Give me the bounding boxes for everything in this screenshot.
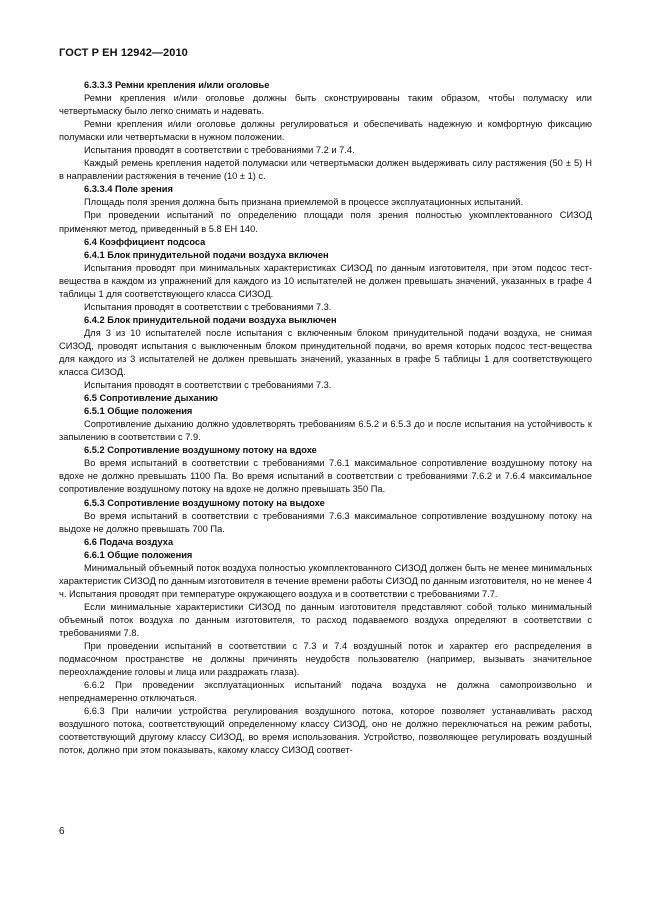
paragraph: Для 3 из 10 испытателей после испытания с включенным блоком принудительной подачи воздуха, не снимая СИЗОД, проводят испытания с выключенным блоком принудительной подачи, во время которых подсос тест-вещества для каждого из 3 испытателей не должен превышать значений, указанных в графе 5 таблицы 1 для соответствующего класса СИЗОД. xyxy=(59,327,592,378)
heading-6-6-1: 6.6.1 Общие положения xyxy=(84,549,193,560)
heading-6-4-2: 6.4.2 Блок принудительной подачи воздуха выключен xyxy=(84,314,337,325)
heading-6-5-2: 6.5.2 Сопротивление воздушному потоку на вдохе xyxy=(84,445,317,456)
paragraph: 6.6.2 При проведении эксплуатационных испытаний подача воздуха не должна самопроизвольно и непреднамеренно отключаться. xyxy=(59,680,592,704)
heading-6-4: 6.4 Коэффициент подсоса xyxy=(84,236,206,247)
paragraph: Во время испытаний в соответствии с требованиями 7.6.3 максимальное сопротивление воздушному потоку на выдохе не должно превышать 700 Па. xyxy=(59,510,592,534)
paragraph: Минимальный объемный поток воздуха полностью укомплектованного СИЗОД должен быть не менее минимальных характеристик СИЗОД по данным изготовителя в течение времени работы СИЗОД по данным изготовителя, но не менее 4 ч. Испытания проводят при температуре окружающего воздуха и в соответствии с требованиями 7.7. xyxy=(59,562,592,599)
paragraph: Сопротивление дыханию должно удовлетворять требованиям 6.5.2 и 6.5.3 до и после испытания на устойчивость к запылению в соответствии с 7.9. xyxy=(59,419,592,443)
paragraph: Если минимальные характеристики СИЗОД по данным изготовителя представляют собой только минимальный объемный поток воздуха по данным изготовителя, то расход подаваемого воздуха определяют в соответствии с требованиями 7.8. xyxy=(59,601,592,638)
paragraph: Площадь поля зрения должна быть признана приемлемой в процессе эксплуатационных испытаний. xyxy=(84,197,524,208)
heading-6-5-1: 6.5.1 Общие положения xyxy=(84,406,193,417)
paragraph: 6.6.3 При наличии устройства регулирования воздушного потока, которое позволяет устанавливать расход воздушного потока, соответствующий определенному классу СИЗОД, оно не должно переключаться на режим работы, соответствующий другому классу СИЗОД, во время использования. Устройство, позволяющее регулировать воздушный поток, должно при этом показывать, какому классу СИЗОД соответ- xyxy=(59,706,592,756)
paragraph: Во время испытаний в соответствии с требованиями 7.6.1 максимальное сопротивление воздушному потоку на вдохе не должно превышать 1100 Па. Во время испытаний в соответствии с требованиями 7.6.2 и 7.6.4 максимальное сопротивление воздушному потоку на вдохе не должно превышать 350 Па. xyxy=(59,458,592,495)
heading-6-5-3: 6.5.3 Сопротивление воздушному потоку на выдохе xyxy=(84,497,325,508)
page-number: 6 xyxy=(59,826,65,837)
paragraph: Ремни крепления и/или оголовье должны быть сконструированы таким образом, чтобы полумаску или четвертьмаску было легко снимать и надевать. xyxy=(59,93,592,117)
heading-6-3-3-4: 6.3.3.4 Поле зрения xyxy=(84,184,173,195)
heading-6-3-3-3: 6.3.3.3 Ремни крепления и/или оголовье xyxy=(84,80,270,90)
document-body xyxy=(59,79,592,757)
heading-6-5: 6.5 Сопротивление дыханию xyxy=(84,393,218,404)
heading-6-6: 6.6 Подача воздуха xyxy=(84,536,174,547)
paragraph: При проведении испытаний по определению площади поля зрения полностью укомплектованного СИЗОД применяют метод, приведенный в 5.8 ЕН 140. xyxy=(59,210,592,234)
paragraph: При проведении испытаний в соответствии с 7.3 и 7.4 воздушный поток и характер его распределения в подмасочном пространстве не должны причинять неудобств пользователю (например, вызывать значительное переохлаждение головы и лица или раздражать глаза). xyxy=(59,641,592,678)
paragraph: Испытания проводят в соответствии с требованиями 7.3. xyxy=(84,301,332,312)
document-header: ГОСТ Р ЕН 12942—2010 xyxy=(59,47,188,59)
paragraph: Испытания проводят в соответствии с требованиями 7.2 и 7.4. xyxy=(84,145,355,156)
paragraph: Ремни крепления и/или оголовье должны регулироваться и обеспечивать надежную и комфортную фиксацию полумаски или четвертьмаски в нужном положении. xyxy=(59,119,592,143)
paragraph: Каждый ремень крепления надетой полумаски или четвертьмаски должен выдерживать силу растяжения (50 ± 5) Н в направлении растяжения в течение (10 ± 1) с. xyxy=(59,158,592,182)
heading-6-4-1: 6.4.1 Блок принудительной подачи воздуха включен xyxy=(84,249,329,260)
paragraph: Испытания проводят при минимальных характеристиках СИЗОД по данным изготовителя, при этом подсос тест-вещества в каждом из упражнений для каждого из 10 испытателей не должен превышать значений, указанных в графе 4 таблицы 1 для соответствующего класса СИЗОД. xyxy=(59,262,592,299)
paragraph: Испытания проводят в соответствии с требованиями 7.3. xyxy=(84,380,332,391)
